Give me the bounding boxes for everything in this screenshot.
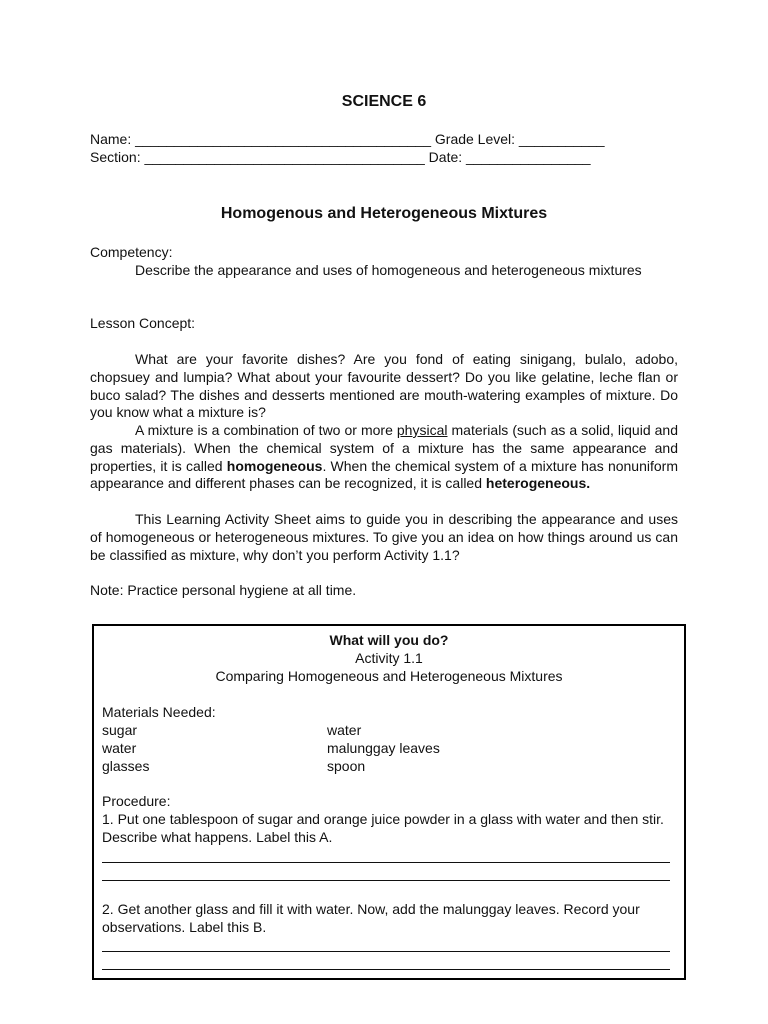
concept-paragraph-3: This Learning Activity Sheet aims to guide you in describing the appearance and uses of homogeneous or heterogeneous mixtures. To give you an idea on how things around us can be classified as mixture, why don’t you perform Activity 1.1?: [90, 511, 678, 563]
material-item: water: [327, 722, 362, 738]
name-grade-line: Name: ______________________________________ Grade Level: ___________: [90, 131, 605, 147]
homogeneous-term: homogeneous: [226, 457, 323, 474]
activity-number: Activity 1.1: [355, 650, 423, 666]
material-item: sugar: [102, 722, 138, 738]
material-item: glasses: [102, 758, 150, 774]
answer-line: [102, 880, 670, 881]
concept-paragraph-1: What are your favorite dishes? Are you fond of eating sinigang, bulalo, adobo, chopsuey and lumpia? What about your favourite dessert? Do you like gelatine, leche flan or buco salad? The dishes and desserts mentioned are mouth-watering examples of mixture. Do you know what a mixture is?: [90, 351, 678, 421]
hygiene-note: Note: Practice personal hygiene at all time.: [90, 582, 357, 598]
p2-part-b: materials (such as a solid, liquid and gas materials). When the chemical system of a mixture has the same appearance and properties, it is called: [90, 422, 678, 474]
procedure-label: Procedure:: [102, 793, 171, 809]
answer-line: [102, 862, 670, 863]
physical-term: physical: [396, 422, 448, 438]
activity-heading: What will you do?: [329, 632, 449, 648]
answer-line: [102, 969, 670, 970]
competency-label: Competency:: [90, 244, 173, 260]
p2-part-a: A mixture is a combination of two or more: [135, 422, 397, 438]
materials-label: Materials Needed:: [102, 704, 216, 720]
heterogeneous-term: heterogeneous.: [485, 475, 591, 492]
procedure-step-2: 2. Get another glass and fill it with water. Now, add the malunggay leaves. Record your observations. Label this B.: [102, 901, 640, 935]
competency-text: Describe the appearance and uses of homogeneous and heterogeneous mixtures: [135, 262, 642, 278]
material-item: water: [102, 740, 137, 756]
concept-label: Lesson Concept:: [90, 315, 196, 331]
activity-box: [92, 624, 686, 980]
material-item: spoon: [327, 758, 366, 774]
activity-title: Comparing Homogeneous and Heterogeneous Mixtures: [215, 668, 563, 684]
lesson-title: Homogenous and Heterogeneous Mixtures: [220, 205, 548, 222]
sheet-title: SCIENCE 6: [341, 93, 427, 110]
concept-paragraph-2: [90, 422, 678, 493]
section-date-line: Section: ____________________________________ Date: ________________: [90, 149, 591, 165]
p2-part-c: . When the chemical system of a mixture has nonuniform appearance and different phases can be recognized, it is called: [90, 457, 678, 492]
procedure-step-1: 1. Put one tablespoon of sugar and orange juice powder in a glass with water and then stir. Describe what happens. Label this A.: [102, 811, 664, 845]
answer-line: [102, 951, 670, 952]
material-item: malunggay leaves: [327, 740, 440, 756]
